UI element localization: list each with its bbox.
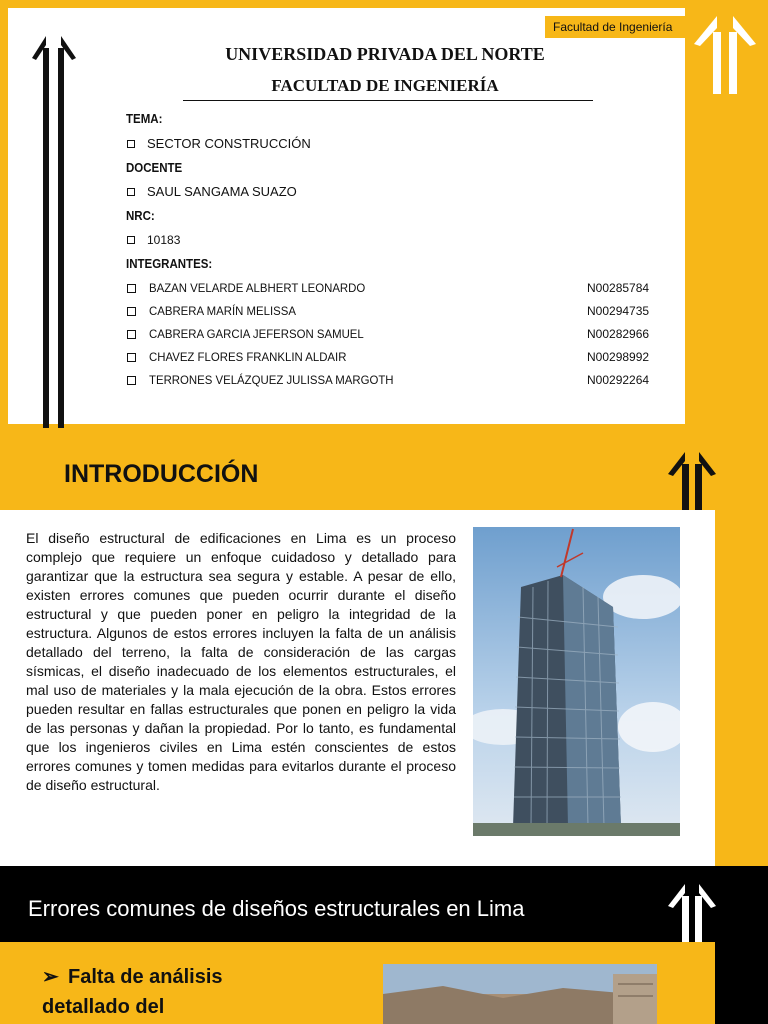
member-row (127, 350, 657, 364)
faculty-title: FACULTAD DE INGENIERÍA (271, 76, 499, 95)
member-code: N00292264 (587, 373, 650, 387)
square-bullet-icon (127, 307, 136, 316)
tema-label: TEMA: (126, 112, 163, 126)
member-row (127, 327, 657, 341)
member-name: CABRERA MARÍN MELISSA (149, 304, 296, 318)
member-name: BAZAN VELARDE ALBHERT LEONARDO (149, 281, 366, 295)
member-code: N00285784 (587, 281, 650, 295)
member-name: CABRERA GARCIA JEFERSON SAMUEL (149, 327, 364, 341)
square-bullet-icon (127, 376, 136, 385)
intro-paragraph: El diseño estructural de edificaciones en Lima es un proceso complejo que requiere un enfoque cuidadoso y detallado para garantizar que la estructura sea segura y estable. A pesar de ello, existen errores comunes que pueden ocurrir durante el diseño estructural y que pueden poner en peligro la integridad de la estructura. Algunos de estos errores incluyen la falta de un análisis detallado del terreno, la falta de consideración de las cargas sísmicas, el diseño inadecuado de los elementos estructurales, el mal uso de materiales y la mala ejecución de la obra. Estos errores pueden resultar en fallas estructurales que ponen en peligro la vida de las personas y dañan la propiedad. Por lo tanto, es fundamental que los ingenieros civiles en Lima estén conscientes de estos errores comunes y tomen medidas para evitarlos durante el proceso de diseño estructural. (26, 530, 456, 793)
square-bullet-icon (127, 284, 136, 293)
faculty-badge: Facultad de Ingeniería (545, 16, 693, 38)
nrc-label: NRC: (126, 209, 155, 223)
member-name: TERRONES VELÁZQUEZ JULISSA MARGOTH (149, 373, 394, 387)
docente-value: SAUL SANGAMA SUAZO (147, 184, 297, 199)
upn-arrows-logo (668, 452, 716, 510)
introduction-slide (0, 432, 768, 866)
arrow-bullet-icon: ➢ (42, 966, 59, 988)
intro-yellow-sidebar (715, 432, 768, 866)
cover-slide (0, 0, 768, 432)
nrc-row (127, 233, 180, 247)
square-bullet-icon (127, 236, 135, 244)
bullet-text: Falta de análisis detallado del (42, 966, 223, 1018)
square-bullet-icon (127, 353, 136, 362)
upn-arrows-logo (694, 16, 756, 94)
integrantes-label: INTEGRANTES: (126, 257, 213, 271)
member-row (127, 373, 657, 387)
building-photo (473, 527, 680, 836)
tema-value: SECTOR CONSTRUCCIÓN (147, 136, 311, 151)
university-title: UNIVERSIDAD PRIVADA DEL NORTE (225, 44, 545, 64)
member-code: N00282966 (587, 327, 650, 341)
errors-slide (0, 866, 768, 1024)
site-photo (383, 964, 657, 1024)
member-code: N00294735 (587, 304, 650, 318)
member-row (127, 281, 657, 295)
upn-arrows-logo (668, 884, 716, 942)
member-code: N00298992 (587, 350, 650, 364)
member-row (127, 304, 657, 318)
square-bullet-icon (127, 330, 136, 339)
bullet-item (42, 962, 302, 1022)
title-underline (183, 100, 593, 101)
square-bullet-icon (127, 188, 135, 196)
square-bullet-icon (127, 140, 135, 148)
docente-label: DOCENTE (126, 161, 183, 175)
errors-title: Errores comunes de diseños estructurales en Lima (28, 896, 525, 921)
member-name: CHAVEZ FLORES FRANKLIN ALDAIR (149, 350, 347, 364)
nrc-value: 10183 (147, 233, 181, 247)
intro-title: INTRODUCCIÓN (64, 460, 259, 488)
double-arrow-icon (30, 36, 78, 428)
tema-row (127, 136, 311, 151)
docente-row (127, 184, 297, 199)
